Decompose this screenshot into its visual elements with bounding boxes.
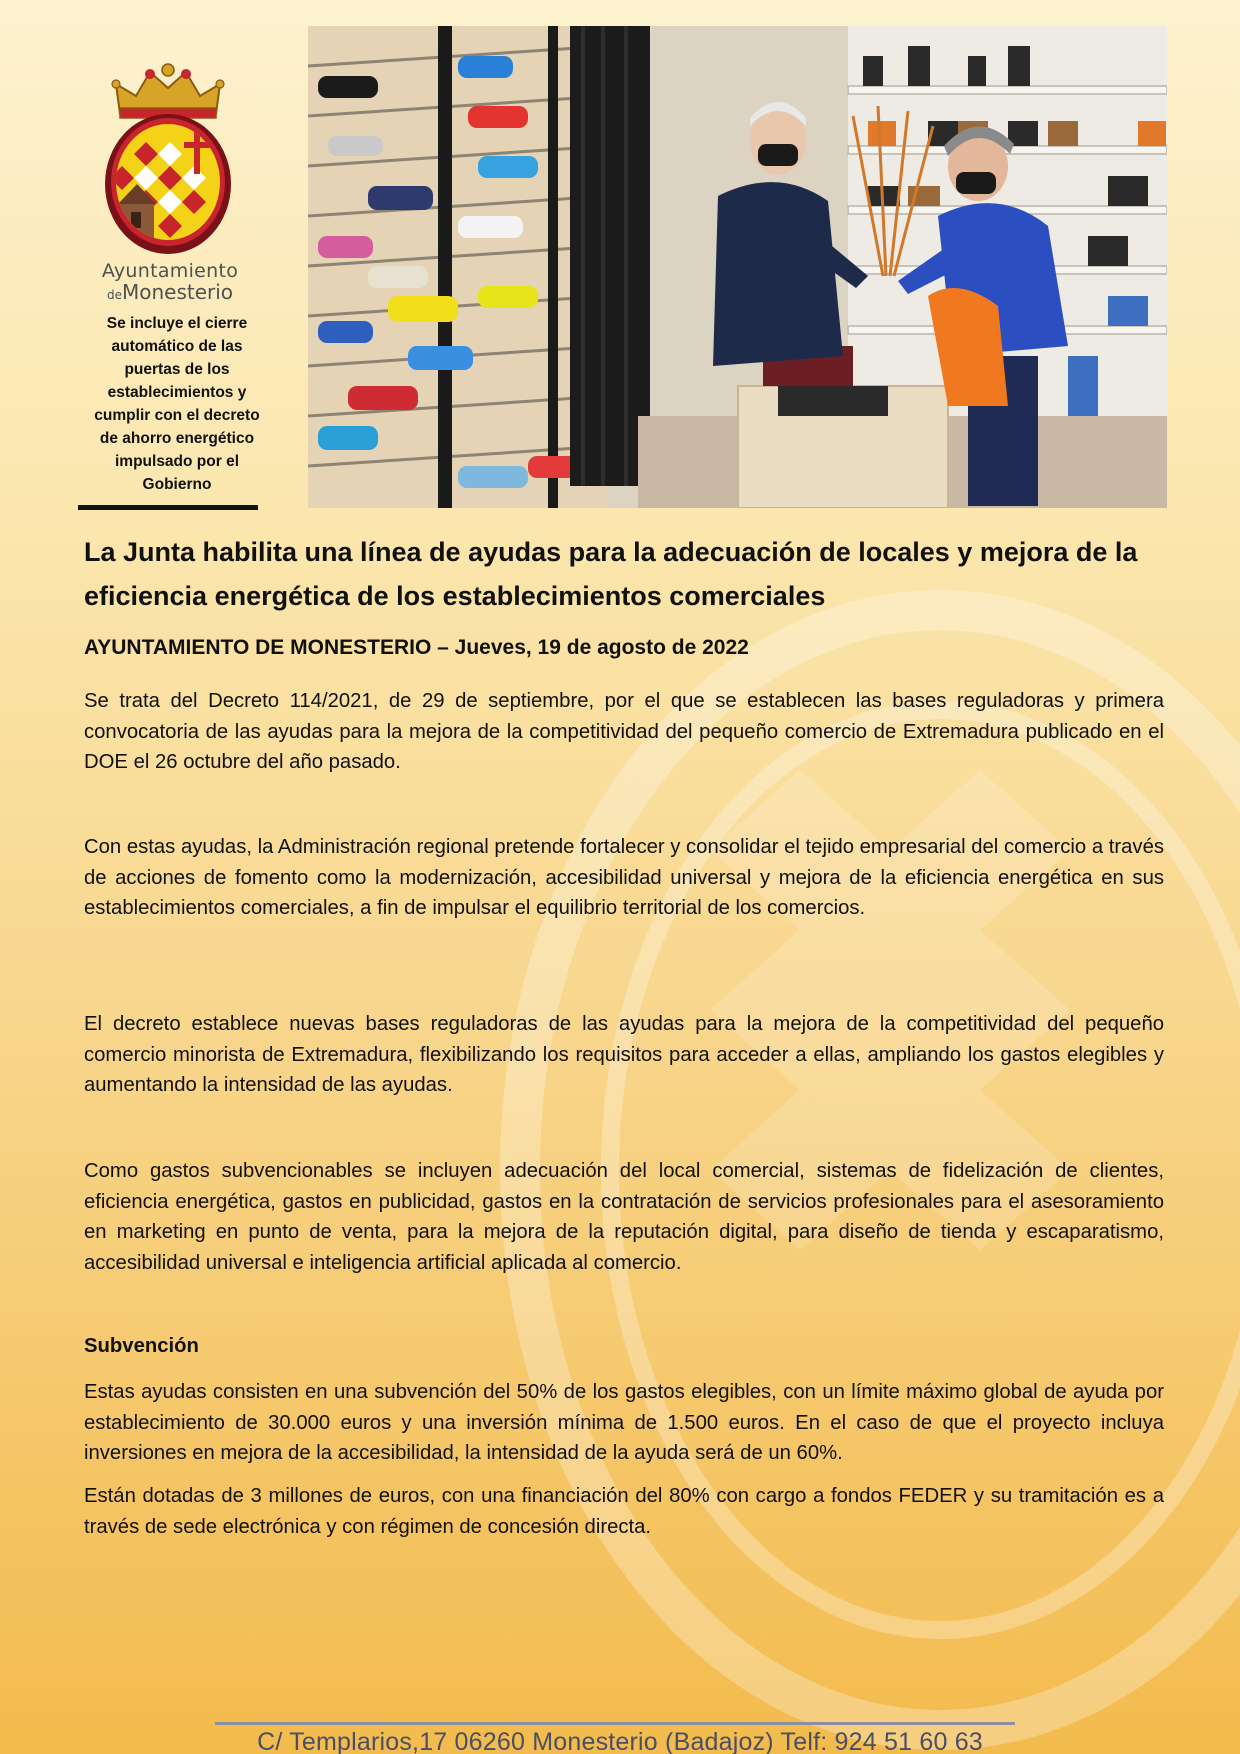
- article-byline: AYUNTAMIENTO DE MONESTERIO – Jueves, 19 de agosto de 2022: [84, 636, 749, 659]
- subvencion-paragraph: Están dotadas de 3 millones de euros, con una financiación del 80% con cargo a fondos FEDER y su tramitación es a través de sede electrónica y con régimen de concesión directa.: [84, 1485, 1164, 1538]
- sidebar-caption: Se incluye el cierre automático de las puertas de los establecimientos y cumplir con el decreto de ahorro energético impulsado por el Gobierno: [94, 315, 260, 493]
- section-subheading: Subvención: [84, 1335, 199, 1357]
- logo-line-monesterio: [90, 282, 250, 302]
- footer-divider: [215, 1722, 1015, 1725]
- logo-line-ayuntamiento: Ayuntamiento: [101, 260, 239, 282]
- article-headline: La Junta habilita una línea de ayudas para la adecuación de locales y mejora de la eficiencia energética de los establecimientos comerciales: [84, 537, 1138, 611]
- footer-address: C/ Templarios,17 06260 Monesterio (Badajoz) Telf: 924 51 60 63: [257, 1728, 983, 1754]
- watermark-seal-icon: [470, 470, 1240, 1754]
- logo-line-de: de: [106, 288, 122, 302]
- shoe-store-photo-illustration: [308, 26, 1167, 508]
- article-paragraph: Como gastos subvencionables se incluyen adecuación del local comercial, sistemas de fidelización de clientes, eficiencia energética, gastos en publicidad, gastos en la contratación de servicios profesionales para el asesoramiento en marketing en punto de venta, para la mejora de la reputación digital, para diseño de tienda y escaparatismo, accesibilidad universal e inteligencia artificial aplicada al comercio.: [84, 1160, 1164, 1274]
- town-coat-of-arms-icon: [98, 62, 238, 262]
- sidebar-divider: [78, 505, 258, 510]
- logo-wordmark: [90, 262, 250, 302]
- logo-line-town: Monesterio: [121, 280, 234, 304]
- shop-photo: [308, 26, 1167, 508]
- subvencion-paragraph: Estas ayudas consisten en una subvención del 50% de los gastos elegibles, con un límite máximo global de ayuda por establecimiento de 30.000 euros y una inversión mínima de 1.500 euros. En el caso de que el proyecto incluya inversiones en mejora de la accesibilidad, la intensidad de la ayuda será de un 60%.: [84, 1381, 1164, 1464]
- article-paragraph: El decreto establece nuevas bases reguladoras de las ayudas para la mejora de la competitividad del pequeño comercio minorista de Extremadura, flexibilizando los requisitos para acceder a ellas, ampliando los gastos elegibles y aumentando la intensidad de las ayudas.: [84, 1013, 1164, 1096]
- article-paragraph: Con estas ayudas, la Administración regional pretende fortalecer y consolidar el tejido empresarial del comercio a través de acciones de fomento como la modernización, accesibilidad universal y mejora de la eficiencia energética en sus establecimientos comerciales, a fin de impulsar el equilibrio territorial de los comercios.: [84, 836, 1164, 919]
- article-paragraph: Se trata del Decreto 114/2021, de 29 de septiembre, por el que se establecen las bases reguladoras y primera convocatoria de las ayudas para la mejora de la competitividad del pequeño comercio de Extremadura publicado en el DOE el 26 octubre del año pasado.: [84, 690, 1164, 773]
